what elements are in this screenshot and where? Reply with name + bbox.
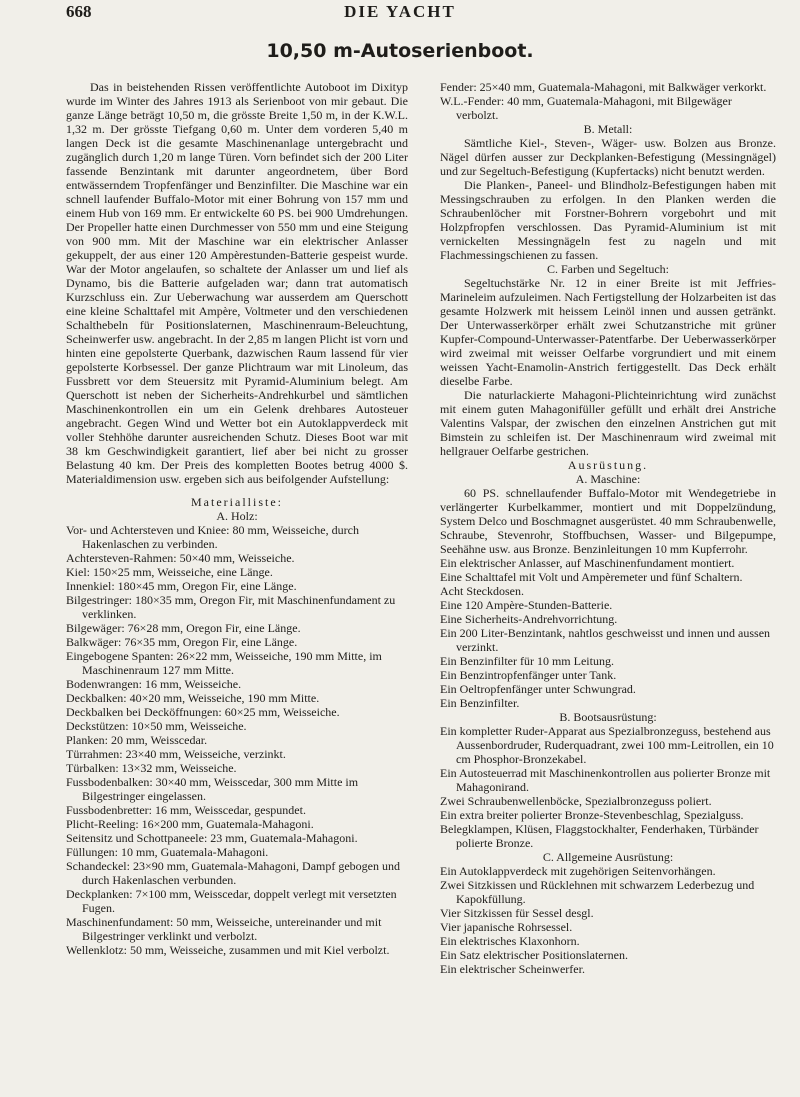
maschine-list-item: Ein 200 Liter-Benzintank, nahtlos geschweisst und innen und aussen verzinkt.	[440, 626, 771, 654]
material-list-item: Deckbalken: 40×20 mm, Weisseiche, 190 mm Mitte.	[66, 691, 320, 705]
holz-continued-list	[440, 80, 776, 122]
material-list-heading: Materialliste:	[191, 495, 283, 509]
metall-heading: B. Metall:	[583, 122, 633, 136]
right-column	[440, 80, 776, 976]
boots-list-item: Ein Autosteuerrad mit Maschinenkontrollen aus polierter Bronze mit Mahagonirand.	[440, 766, 771, 794]
boots-list-item: Zwei Schraubenwellenböcke, Spezialbronzeguss poliert.	[440, 794, 712, 808]
farben-section	[440, 276, 776, 458]
material-list-item: Bilgewäger: 76×28 mm, Oregon Fir, eine Länge.	[66, 621, 301, 635]
allgemeine-list-item: Ein Satz elektrischer Positionslaternen.	[440, 948, 628, 962]
material-list-item: Deckplanken: 7×100 mm, Weisscedar, doppelt verlegt mit versetzten Fugen.	[66, 887, 397, 915]
holz-list	[66, 523, 408, 957]
maschine-list-item: Acht Steckdosen.	[440, 584, 524, 598]
maschine-list	[440, 556, 776, 710]
material-list-item: Achtersteven-Rahmen: 50×40 mm, Weisseiche.	[66, 551, 295, 565]
farben-paragraph: Die naturlackierte Mahagoni-Plichteinrichtung wird zunächst mit einem guten Mahagonifüller gefüllt und erhält drei Anstriche Valentins Valspar, der zwischen den einzelnen Anstrichen gut mit Bimstein zu schleifen ist. Der Maschinenraum wird zweimal mit hellgrauer Oelfarbe gestrichen.	[440, 388, 776, 458]
ausruestung-heading: Ausrüstung.	[567, 458, 649, 472]
material-list-item: Seitensitz und Schottpaneele: 23 mm, Guatemala-Mahagoni.	[66, 831, 358, 845]
maschine-list-item: Eine 120 Ampère-Stunden-Batterie.	[440, 598, 613, 612]
maschine-list-item: Eine Schalttafel mit Volt und Ampèremeter und fünf Schaltern.	[440, 570, 743, 584]
allgemeine-list-item: Vier japanische Rohrsessel.	[440, 920, 573, 934]
allgemeine-list-item: Ein elektrischer Scheinwerfer.	[440, 962, 585, 976]
material-list-item: W.L.-Fender: 40 mm, Guatemala-Mahagoni, mit Bilgewäger verbolzt.	[440, 94, 732, 122]
allgemeine-list-item: Ein Autoklappverdeck mit zugehörigen Seitenvorhängen.	[440, 864, 716, 878]
material-list-item: Bilgestringer: 180×35 mm, Oregon Fir, mit Maschinenfundament zu verklinken.	[66, 593, 396, 621]
material-list-item: Fussbodenbretter: 16 mm, Weisscedar, gespundet.	[66, 803, 306, 817]
material-list-item: Planken: 20 mm, Weisscedar.	[66, 733, 208, 747]
material-list-item: Maschinenfundament: 50 mm, Weisseiche, untereinander und mit Bilgestringer verklinkt und verbolzt.	[66, 915, 382, 943]
maschine-intro: 60 PS. schnellaufender Buffalo-Motor mit Wendegetriebe in verlängerter Kurbelkammer, montiert und mit Doppelzündung, System Delco und Boschmagnet ausgerüstet. 40 mm Schraubenwelle, Schraube, Stevenrohr, Stoffbuchsen, Wasser- und Bilgepumpe, Seehähne usw. aus Bronze. Benzinleitungen 10 mm Kupferrohr.	[440, 486, 776, 556]
allgemeine-list	[440, 864, 776, 976]
allgemeine-list-item: Vier Sitzkissen für Sessel desgl.	[440, 906, 594, 920]
material-list-item: Eingebogene Spanten: 26×22 mm, Weisseiche, 190 mm Mitte, im Maschinenraum 127 mm Mitte.	[66, 649, 382, 677]
material-list-item: Wellenklotz: 50 mm, Weisseiche, zusammen und mit Kiel verbolzt.	[66, 943, 390, 957]
maschine-list-item: Ein Benzinfilter.	[440, 696, 520, 710]
running-head: DIE YACHT	[344, 2, 456, 21]
maschine-list-item: Ein elektrischer Anlasser, auf Maschinenfundament montiert.	[440, 556, 735, 570]
metall-section	[440, 136, 776, 262]
material-list-item: Schandeckel: 23×90 mm, Guatemala-Mahagoni, Dampf gebogen und durch Hakenlaschen verbunden.	[66, 859, 401, 887]
maschine-heading: A. Maschine:	[575, 472, 641, 486]
material-list-item: Bodenwrangen: 16 mm, Weisseiche.	[66, 677, 242, 691]
material-list-item: Deckstützen: 10×50 mm, Weisseiche.	[66, 719, 247, 733]
metall-paragraph: Sämtliche Kiel-, Steven-, Wäger- usw. Bolzen aus Bronze. Nägel dürfen ausser zur Deckplanken-Befestigung (Messingnägel) und zur Segeltuch-Befestigung (Kupfertacks) nicht benutzt werden.	[440, 136, 776, 178]
material-list-item: Füllungen: 10 mm, Guatemala-Mahagoni.	[66, 845, 269, 859]
article-title: 10,50 m-Autoserienboot.	[266, 40, 534, 62]
farben-paragraph: Segeltuchstärke Nr. 12 in einer Breite ist mit Jeffries-Marineleim aufzuleimen. Nach Fertigstellung der Holzarbeiten ist das gesamte Holzwerk mit heissem Leinöl innen und aussen getränkt. Der Unterwasserkörper erhält zwei Schutzanstriche mit grüner Kupfer-Compound-Unterwasser-Patentfarbe. Der Ueberwasserkörper wird zweimal mit weisser Oelfarbe vorgrundiert und mit einem weissen Yacht-Enamolin-Anstrich fertiggestellt. Das Deck erhält dieselbe Farbe.	[440, 276, 776, 388]
allgemeine-list-item: Zwei Sitzkissen und Rücklehnen mit schwarzem Lederbezug und Kapokfüllung.	[440, 878, 755, 906]
metall-paragraph: Die Planken-, Paneel- und Blindholz-Befestigungen haben mit Messingschrauben zu erfolgen. In den Planken werden die Schraubenlöcher mit Forstner-Bohrern vorgebohrt und mit Holzpfropfen verschlossen. Das Pyramid-Aluminium ist mit vernickelten Messingnägeln fest zu nageln und mit Flachmessingschienen zu fassen.	[440, 178, 776, 262]
maschine-list-item: Ein Oeltropfenfänger unter Schwungrad.	[440, 682, 636, 696]
material-list-item: Vor- und Achtersteven und Kniee: 80 mm, Weisseiche, durch Hakenlaschen zu verbinden.	[66, 523, 359, 551]
allgemeine-list-item: Ein elektrisches Klaxonhorn.	[440, 934, 580, 948]
material-list-item: Türrahmen: 23×40 mm, Weisseiche, verzinkt.	[66, 747, 286, 761]
allgemeine-heading: C. Allgemeine Ausrüstung:	[542, 850, 674, 864]
maschine-list-item: Ein Benzinfilter für 10 mm Leitung.	[440, 654, 614, 668]
material-list-item: Kiel: 150×25 mm, Weisseiche, eine Länge.	[66, 565, 273, 579]
material-list-item: Deckbalken bei Decköffnungen: 60×25 mm, Weisseiche.	[66, 705, 340, 719]
material-list-item: Türbalken: 13×32 mm, Weisseiche.	[66, 761, 237, 775]
boots-list	[440, 724, 776, 850]
boots-list-item: Ein extra breiter polierter Bronze-Stevenbeschlag, Spezialguss.	[440, 808, 744, 822]
intro-paragraph: Das in beistehenden Rissen veröffentlichte Autoboot im Dixityp wurde im Winter des Jahres 1913 als Serienboot von mir gebaut. Die ganze Länge beträgt 10,50 m, die grösste Breite 1,50 m, in der K.W.L. 1,32 m. Der grösste Tiefgang 0,60 m. Unter dem vorderen 5,40 m langen Deck ist die gesamte Maschinenanlage untergebracht und zugänglich durch 1,20 m lange Türen. Vorn befindet sich der 200 Liter fassende Benzintank mit darunter angeordnetem, über Bord entwässerndem Tropfenfänger und Benzinfilter. Die Maschine war ein schnell laufender Buffalo-Motor mit einer Bohrung von 157 mm und einem Hub von 169 mm. Er entwickelte 60 PS. bei 900 Umdrehungen. Der Propeller hatte einen Durchmesser von 550 mm und eine Steigung von 900 mm. Mit der Maschine war ein elektrischer Anlasser gekuppelt, der aus einer 120 Ampèrestunden-Batterie gespeist wurde. War der Motor angelaufen, so schaltete der Anlasser um und lief als Dynamo, bis die Batterie aufgeladen war; dann trat automatisch Kurzschluss ein. Zur Ueberwachung war ausserdem am Querschott eine kleine Schalttafel mit Ampère, Voltmeter und den verschiedenen Schalthebeln für Positionslaternen, Maschinenraum-Beleuchtung, Scheinwerfer usw. angebracht. In der 2,85 m langen Plicht ist vorn und hinten eine gepolsterte Querbank, dazwischen Raum lassend für vier gepolsterte Korbsessel. Der ganze Plichtraum war mit Linoleum, das Fussbrett vor dem Steuersitz mit Pyramid-Aluminium belegt. Am Querschott ist neben der Sicherheits-Andrehkurbel und sämtlichen Maschinenkontrollen ein um ein Gelenk drehbares Autosteuer angebracht. Gegen Wind und Wetter bot ein Autoklappverdeck mit voller Stehhöhe darunter ausreichenden Schutz. Dieses Boot war mit 38 km Geschwindigkeit garantiert, lief aber bei nicht zu grosser Belastung 40 km. Der Preis des kompletten Bootes betrug 4000 $. Materialdimension usw. ergeben sich aus beifolgender Aufstellung:	[66, 80, 408, 486]
material-list-item: Innenkiel: 180×45 mm, Oregon Fir, eine Länge.	[66, 579, 297, 593]
maschine-list-item: Ein Benzintropfenfänger unter Tank.	[440, 668, 617, 682]
page-number: 668	[66, 2, 92, 21]
material-list-item: Fender: 25×40 mm, Guatemala-Mahagoni, mit Balkwäger verkorkt.	[440, 80, 767, 94]
material-list-item: Plicht-Reeling: 16×200 mm, Guatemala-Mahagoni.	[66, 817, 314, 831]
boots-heading: B. Bootsausrüstung:	[559, 710, 657, 724]
material-list-item: Fussbodenbalken: 30×40 mm, Weisscedar, 300 mm Mitte im Bilgestringer eingelassen.	[66, 775, 359, 803]
maschine-list-item: Eine Sicherheits-Andrehvorrichtung.	[440, 612, 618, 626]
boots-list-item: Ein kompletter Ruder-Apparat aus Spezialbronzeguss, bestehend aus Aussenbordruder, Ruderquadrant, zwei 100 mm-Leitrollen, ein 10 cm Phosphor-Bronzekabel.	[440, 724, 774, 766]
left-column	[66, 80, 408, 957]
boots-list-item: Belegklampen, Klüsen, Flaggstockhalter, Fenderhaken, Türbänder polierte Bronze.	[440, 822, 759, 850]
holz-heading: A. Holz:	[216, 509, 258, 523]
farben-heading: C. Farben und Segeltuch:	[547, 262, 669, 276]
material-list-item: Balkwäger: 76×35 mm, Oregon Fir, eine Länge.	[66, 635, 298, 649]
